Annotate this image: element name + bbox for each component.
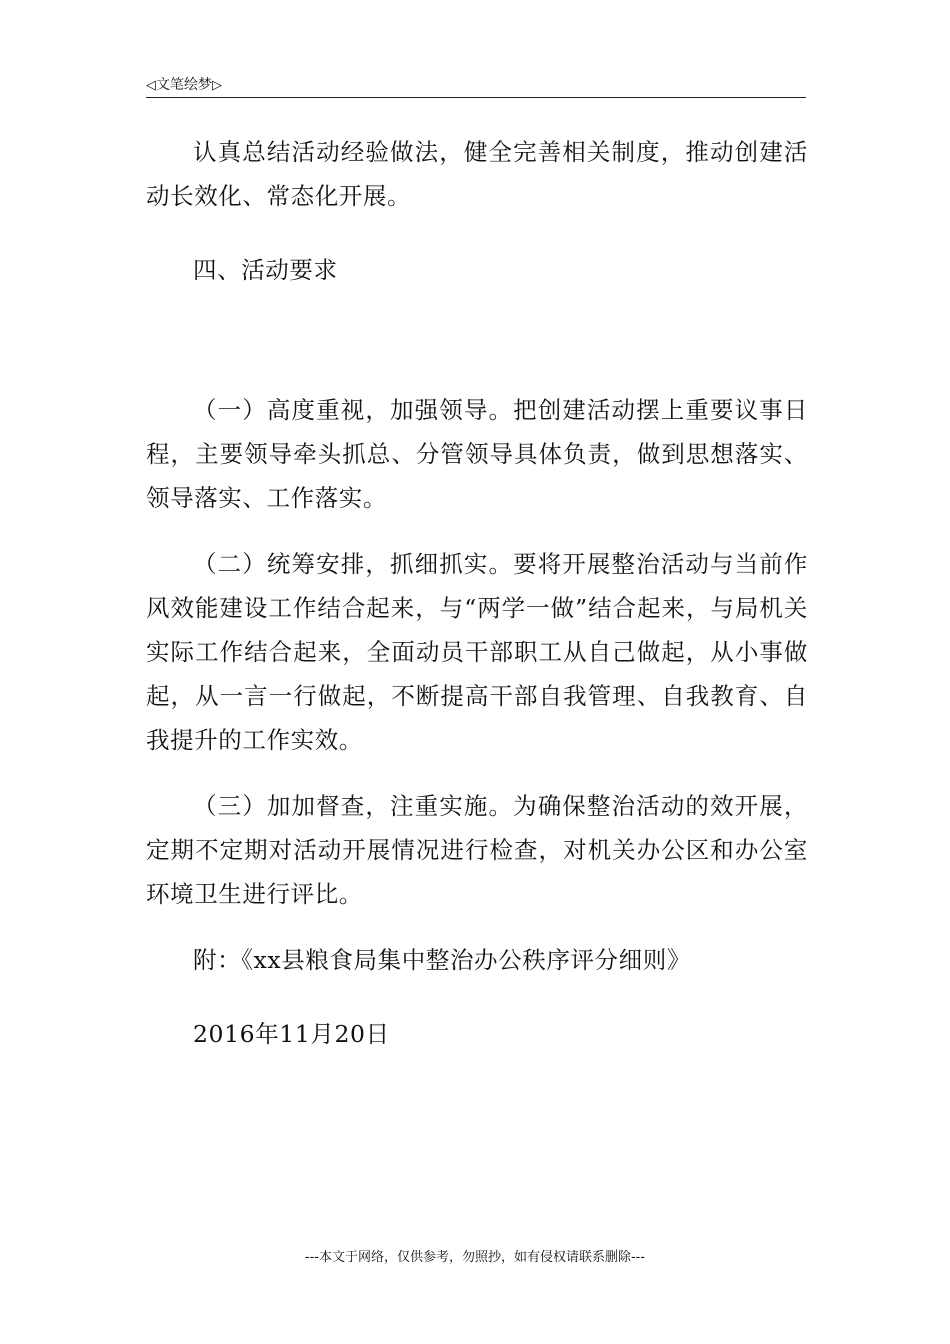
page-footer-disclaimer: ---本文于网络，仅供参考，勿照抄，如有侵权请联系删除--- (304, 1250, 646, 1265)
header-title: 文笔绘梦 (156, 77, 212, 93)
right-triangle-icon: ▷ (212, 78, 222, 93)
header-divider (146, 97, 806, 98)
section-heading-requirements: 四、活动要求 (193, 256, 338, 284)
left-triangle-icon: ◁ (146, 78, 156, 93)
paragraph-summary: 认真总结活动经验做法，健全完善相关制度，推动创建活动长效化、常态化开展。 (146, 138, 808, 210)
paragraph-requirement-3: （三）加加督查，注重实施。为确保整治活动的效开展，定期不定期对活动开展情况进行检查，对机关办公区和办公室环境卫生进行评比。 (146, 792, 808, 908)
document-date: 2016年11月20日 (193, 1020, 390, 1048)
paragraph-requirement-1: （一）高度重视，加强领导。把创建活动摆上重要议事日程，主要领导牵头抓总、分管领导具体负责，做到思想落实、领导落实、工作落实。 (146, 396, 808, 512)
attachment-line: 附：《xx县粮食局集中整治办公秩序评分细则》 (193, 946, 691, 974)
page-header (146, 74, 806, 96)
document-body (146, 130, 808, 1056)
paragraph-requirement-2: （二）统筹安排，抓细抓实。要将开展整治活动与当前作风效能建设工作结合起来，与“两学一做”结合起来，与局机关实际工作结合起来，全面动员干部职工从自己做起，从小事做起，从一言一行做起，不断提高干部自我管理、自我教育、自我提升的工作实效。 (146, 550, 808, 754)
